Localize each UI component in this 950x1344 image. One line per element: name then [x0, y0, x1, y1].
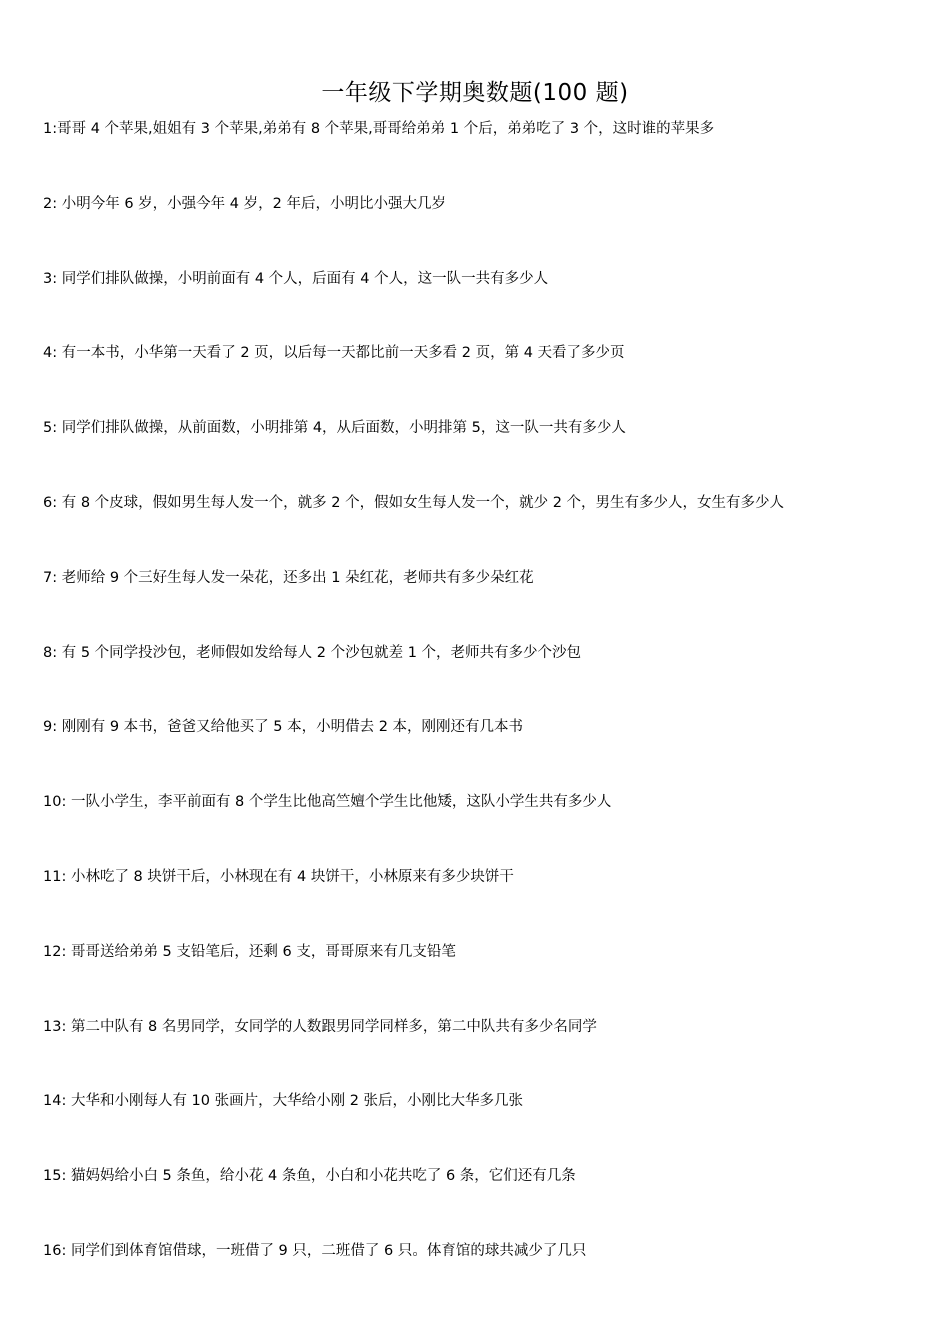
question-item: 14: 大华和小刚每人有 10 张画片，大华给小刚 2 张后，小刚比大华多几张 — [43, 1093, 524, 1110]
question-item: 9: 刚刚有 9 本书，爸爸又给他买了 5 本，小明借去 2 本，刚刚还有几本书 — [43, 719, 524, 736]
question-item: 5: 同学们排队做操，从前面数，小明排第 4，从后面数，小明排第 5，这一队一共有多少人 — [43, 420, 626, 437]
question-item: 12: 哥哥送给弟弟 5 支铅笔后，还剩 6 支，哥哥原来有几支铅笔 — [43, 943, 456, 960]
question-item: 1:哥哥 4 个苹果,姐姐有 3 个苹果,弟弟有 8 个苹果,哥哥给弟弟 1 个后，弟弟吃了 3 个，这时谁的苹果多 — [43, 121, 715, 137]
question-item: 7: 老师给 9 个三好生每人发一朵花，还多出 1 朵红花，老师共有多少朵红花 — [43, 569, 534, 586]
question-item: 10: 一队小学生，李平前面有 8 个学生比他高竺嬗个学生比他矮，这队小学生共有多少人 — [43, 794, 612, 811]
question-item: 2: 小明今年 6 岁，小强今年 4 岁，2 年后，小明比小强大几岁 — [43, 195, 446, 212]
document-title: 一年级下学期奥数题(100 题) — [321, 80, 629, 106]
question-item: 15: 猫妈妈给小白 5 条鱼，给小花 4 条鱼，小白和小花共吃了 6 条，它们还有几条 — [43, 1168, 576, 1185]
question-item: 11: 小林吃了 8 块饼干后，小林现在有 4 块饼干，小林原来有多少块饼干 — [43, 868, 514, 885]
question-item: 13: 第二中队有 8 名男同学，女同学的人数跟男同学同样多，第二中队共有多少名同学 — [43, 1018, 597, 1035]
question-item: 16: 同学们到体育馆借球，一班借了 9 只，二班借了 6 只。体育馆的球共减少了几只 — [43, 1242, 587, 1259]
question-item: 8: 有 5 个同学投沙包，老师假如发给每人 2 个沙包就差 1 个，老师共有多少个沙包 — [43, 644, 582, 661]
question-item: 6: 有 8 个皮球，假如男生每人发一个，就多 2 个，假如女生每人发一个，就少 2 个，男生有多少人，女生有多少人 — [43, 494, 785, 511]
question-list — [43, 116, 943, 1313]
question-item: 4: 有一本书，小华第一天看了 2 页，以后每一天都比前一天多看 2 页，第 4 天看了多少页 — [43, 345, 625, 362]
question-item: 3: 同学们排队做操，小明前面有 4 个人，后面有 4 个人，这一队一共有多少人 — [43, 270, 549, 287]
